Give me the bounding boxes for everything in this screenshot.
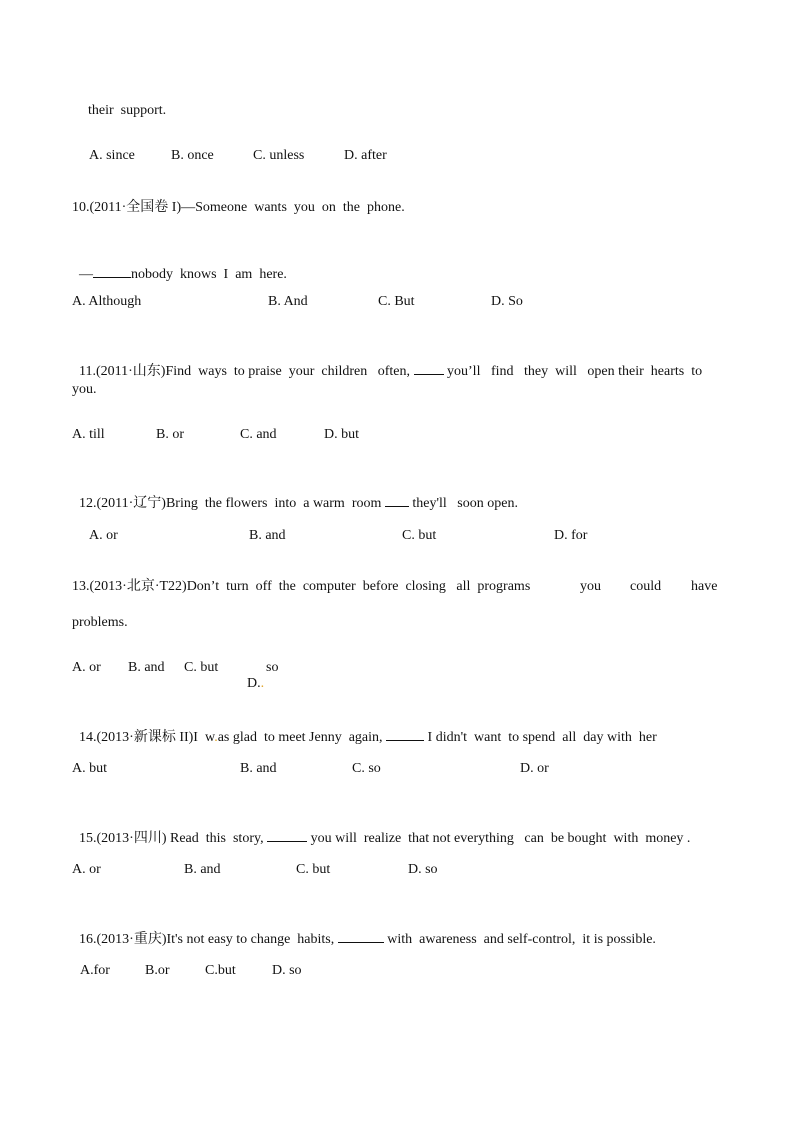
stem-prefix: 12.(2011·辽宁)Bring the flowers into a warm room — [79, 496, 382, 511]
reply-text: nobody knows I am here. — [131, 267, 287, 282]
q13-option-c: C. but — [184, 660, 219, 675]
q15-option-c: C. but — [296, 862, 331, 877]
question-9-tail: their support. — [88, 103, 167, 118]
q16-option-c: C.but — [205, 963, 236, 978]
stem-prefix: 11.(2011·山东)Find ways to praise your children often, — [79, 364, 411, 379]
question-11-stem-line2: you. — [72, 382, 97, 397]
question-13-word-you: you — [580, 579, 601, 594]
answer-blank — [386, 728, 424, 741]
answer-blank — [93, 265, 131, 278]
q15-option-d: D. so — [408, 862, 438, 877]
question-10-stem: 10.(2011·全国卷 I)—Someone wants you on the phone. — [72, 200, 405, 215]
stem-suffix: with awareness and self-control, it is possible. — [387, 932, 656, 947]
question-14-stem — [72, 712, 657, 746]
q13-option-a: A. or — [72, 660, 101, 675]
q11-option-c: C. and — [240, 427, 277, 442]
question-11-stem — [72, 346, 702, 380]
q9-option-b: B. once — [171, 148, 214, 163]
stem-prefix: 14.(2013·新课标 II)I w — [79, 730, 215, 745]
q11-option-b: B. or — [156, 427, 184, 442]
q16-option-b: B.or — [145, 963, 170, 978]
question-12-stem — [72, 478, 518, 512]
question-16-stem — [72, 914, 656, 948]
q10-option-a: A. Although — [72, 294, 142, 309]
decorative-dot: . — [260, 676, 265, 691]
q12-option-d: D. for — [554, 528, 588, 543]
q13-option-d — [240, 660, 264, 692]
q15-option-a: A. or — [72, 862, 101, 877]
q9-option-a: A. since — [89, 148, 135, 163]
question-15-stem — [72, 813, 690, 847]
q10-option-d: D. So — [491, 294, 523, 309]
q12-option-a: A. or — [89, 528, 118, 543]
q11-option-d: D. but — [324, 427, 359, 442]
q16-option-d: D. so — [272, 963, 302, 978]
q10-option-b: B. And — [268, 294, 308, 309]
q14-option-a: A. but — [72, 761, 107, 776]
stem-suffix: they'll soon open. — [412, 496, 518, 511]
decorative-dot: . — [214, 730, 218, 745]
stem-prefix: 15.(2013·四川) Read this story, — [79, 831, 264, 846]
stem-suffix: I didn't want to spend all day with her — [427, 730, 657, 745]
answer-blank — [385, 494, 409, 507]
question-10-reply — [72, 249, 287, 283]
answer-blank — [267, 829, 307, 842]
q16-option-a: A.for — [80, 963, 110, 978]
q12-option-c: C. but — [402, 528, 437, 543]
stem-mid: as glad to meet Jenny again, — [217, 730, 383, 745]
q14-option-d: D. or — [520, 761, 549, 776]
q11-option-a: A. till — [72, 427, 105, 442]
q14-option-b: B. and — [240, 761, 277, 776]
stem-suffix: you’ll find they will open their hearts to — [447, 364, 703, 379]
option-d-label: D. — [247, 676, 261, 691]
q10-option-c: C. But — [378, 294, 415, 309]
q13-option-b: B. and — [128, 660, 165, 675]
question-13-word-could: could — [630, 579, 662, 594]
stem-suffix: you will realize that not everything can be bought with money . — [310, 831, 691, 846]
reply-dash: — — [79, 267, 93, 282]
answer-blank — [414, 362, 444, 375]
question-13-stem-line2: problems. — [72, 615, 128, 630]
q14-option-c: C. so — [352, 761, 381, 776]
q9-option-d: D. after — [344, 148, 387, 163]
q12-option-b: B. and — [249, 528, 286, 543]
stem-prefix: 16.(2013·重庆)It's not easy to change habits, — [79, 932, 335, 947]
question-13-stem: 13.(2013·北京·T22)Don’t turn off the computer before closing all programs — [72, 579, 531, 594]
q15-option-b: B. and — [184, 862, 221, 877]
q9-option-c: C. unless — [253, 148, 305, 163]
answer-blank — [338, 930, 384, 943]
question-13-word-have: have — [691, 579, 718, 594]
q13-option-d-text: so — [266, 660, 279, 675]
